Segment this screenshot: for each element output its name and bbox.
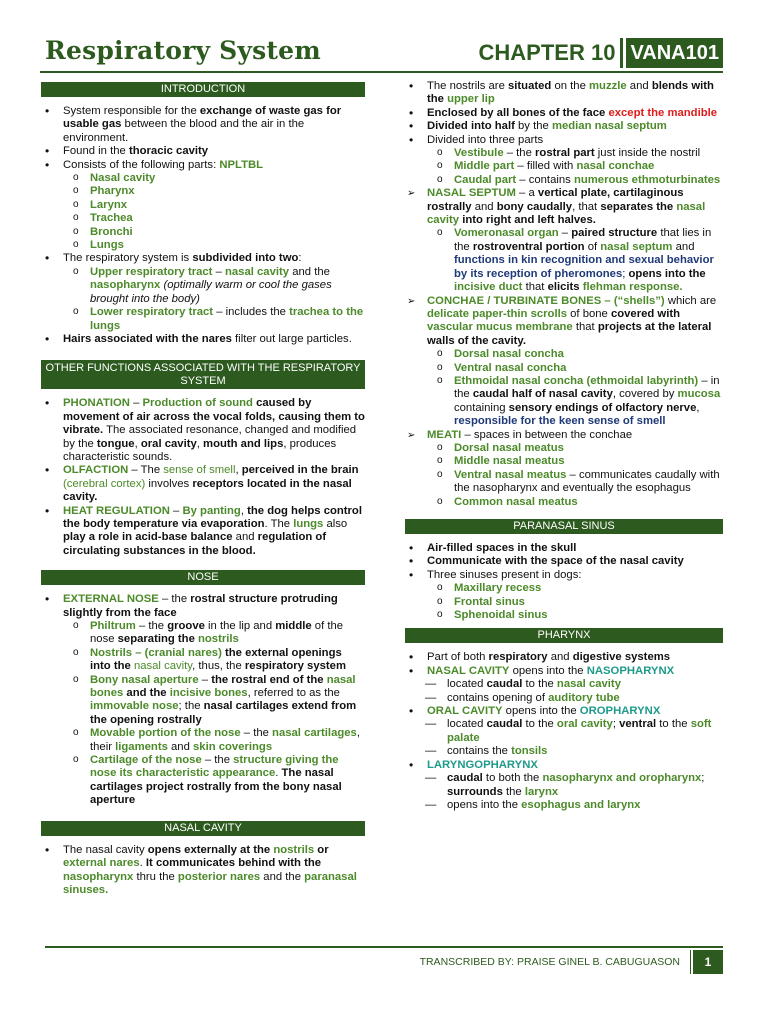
list-item: o Vomeronasal organ – paired structure that lies in the rostroventral portion of nasal septum and functions in kin recognition and sexual behavior by its reception of pheromones; opens into the incisive duct that elicits flehman response. (405, 227, 723, 294)
right-column (405, 80, 723, 812)
list-item: • Divided into half by the median nasal septum (405, 120, 723, 133)
list-item: • Three sinuses present in dogs: (405, 569, 723, 582)
list-item: • Part of both respiratory and digestive systems (405, 651, 723, 664)
list-item: o Sphenoidal sinus (405, 609, 723, 622)
section-other-functions: OTHER FUNCTIONS ASSOCIATED WITH THE RESPIRATORY SYSTEM (41, 360, 365, 389)
list-item: • Communicate with the space of the nasal cavity (405, 555, 723, 568)
list-item: o Pharynx (41, 185, 365, 198)
chapter-number: CHAPTER 10 (478, 40, 616, 65)
list-item: o Bronchi (41, 226, 365, 239)
list-item: — located caudal to the nasal cavity (405, 678, 723, 691)
list-item: o Cartilage of the nose – the structure giving the nose its characteristic appearance. The nasal cartilages project rostrally from the bony nasal aperture (41, 754, 365, 808)
list-item: • Divided into three parts (405, 134, 723, 147)
list-item: • Hairs associated with the nares filter out large particles. (41, 333, 365, 346)
list-item: o Middle part – filled with nasal conchae (405, 160, 723, 173)
list-item: • ORAL CAVITY opens into the OROPHARYNX (405, 705, 723, 718)
list-item: — contains the tonsils (405, 745, 723, 758)
page-number: 1 (693, 950, 723, 974)
section-introduction: INTRODUCTION (41, 82, 365, 97)
divider (620, 38, 623, 68)
list-item: o Lower respiratory tract – includes the trachea to the lungs (41, 306, 365, 333)
list-item: o Frontal sinus (405, 596, 723, 609)
list-item: ➢ NASAL SEPTUM – a vertical plate, cartilaginous rostrally and bony caudally, that separates the nasal cavity into right and left halves. (405, 187, 723, 227)
list-item: o Nostrils – (cranial nares) the external openings into the nasal cavity, thus, the respiratory system (41, 647, 365, 674)
list-item: o Philtrum – the groove in the lip and middle of the nose separating the nostrils (41, 620, 365, 647)
list-item: o Dorsal nasal concha (405, 348, 723, 361)
list-item: o Upper respiratory tract – nasal cavity and the nasopharynx (optimally warm or cool the gases brought into the body) (41, 266, 365, 306)
left-column (41, 78, 365, 897)
list-item: • Enclosed by all bones of the face except the mandible (405, 107, 723, 120)
list-item: ➢ CONCHAE / TURBINATE BONES – (“shells”) which are delicate paper-thin scrolls of bone covered with vascular mucus membrane that projects at the lateral walls of the cavity. (405, 295, 723, 349)
list-item: • Air-filled spaces in the skull (405, 542, 723, 555)
section-pharynx: PHARYNX (405, 628, 723, 643)
list-item: ➢ MEATI – spaces in between the conchae (405, 429, 723, 442)
list-item: • HEAT REGULATION – By panting, the dog helps control the body temperature via evaporation. The lungs also play a role in acid-base balance and regulation of circulating substances in the blood. (41, 505, 365, 559)
list-item: • NASAL CAVITY opens into the NASOPHARYNX (405, 665, 723, 678)
footer-rule (45, 946, 723, 948)
list-item: — opens into the esophagus and larynx (405, 799, 723, 812)
list-item: o Lungs (41, 239, 365, 252)
page-title: Respiratory System (45, 36, 321, 65)
list-item: o Larynx (41, 199, 365, 212)
header-rule (40, 71, 723, 73)
list-item: • PHONATION – Production of sound caused by movement of air across the vocal folds, causing them to vibrate. The associated resonance, changed and modified by the tongue, oral cavity, mouth and lips, produces characteristic sounds. (41, 397, 365, 464)
list-item: o Caudal part – contains numerous ethmoturbinates (405, 174, 723, 187)
list-item: — caudal to both the nasopharynx and oropharynx; surrounds the larynx (405, 772, 723, 799)
list-item: o Ventral nasal concha (405, 362, 723, 375)
list-item: o Vestibule – the rostral part just inside the nostril (405, 147, 723, 160)
list-item: o Ethmoidal nasal concha (ethmoidal labyrinth) – in the caudal half of nasal cavity, covered by mucosa containing sensory endings of olfactory nerve, responsible for the keen sense of smell (405, 375, 723, 429)
list-item: o Trachea (41, 212, 365, 225)
list-item: • Consists of the following parts: NPLTBL (41, 159, 365, 172)
list-item: • The nostrils are situated on the muzzle and blends with the upper lip (405, 80, 723, 107)
list-item: • EXTERNAL NOSE – the rostral structure protruding slightly from the face (41, 593, 365, 620)
list-item: • The respiratory system is subdivided into two: (41, 252, 365, 265)
list-item: • System responsible for the exchange of waste gas for usable gas between the blood and the air in the environment. (41, 105, 365, 145)
course-code: VANA101 (626, 38, 723, 68)
list-item: o Dorsal nasal meatus (405, 442, 723, 455)
section-nasal-cavity: NASAL CAVITY (41, 821, 365, 836)
list-item: o Movable portion of the nose – the nasal cartilages, their ligaments and skin coverings (41, 727, 365, 754)
chapter-label (479, 38, 723, 68)
section-paranasal-sinus: PARANASAL SINUS (405, 519, 723, 534)
list-item: o Nasal cavity (41, 172, 365, 185)
list-item: • The nasal cavity opens externally at the nostrils or external nares. It communicates behind with the nasopharynx thru the posterior nares and the paranasal sinuses. (41, 844, 365, 898)
list-item: o Bony nasal aperture – the rostral end of the nasal bones and the incisive bones, referred to as the immovable nose; the nasal cartilages extend from the opening rostrally (41, 674, 365, 728)
transcriber-credit: TRANSCRIBED BY: PRAISE GINEL B. CABUGUASON (420, 950, 691, 974)
list-item: o Middle nasal meatus (405, 455, 723, 468)
list-item: o Common nasal meatus (405, 496, 723, 509)
list-item: • OLFACTION – The sense of smell, perceived in the brain (cerebral cortex) involves receptors located in the nasal cavity. (41, 464, 365, 504)
list-item: — located caudal to the oral cavity; ventral to the soft palate (405, 718, 723, 745)
list-item: • Found in the thoracic cavity (41, 145, 365, 158)
footer (420, 950, 723, 974)
list-item: o Ventral nasal meatus – communicates caudally with the nasopharynx and eventually the esophagus (405, 469, 723, 496)
list-item: • LARYNGOPHARYNX (405, 759, 723, 772)
list-item: o Maxillary recess (405, 582, 723, 595)
list-item: — contains opening of auditory tube (405, 692, 723, 705)
section-nose: NOSE (41, 570, 365, 585)
